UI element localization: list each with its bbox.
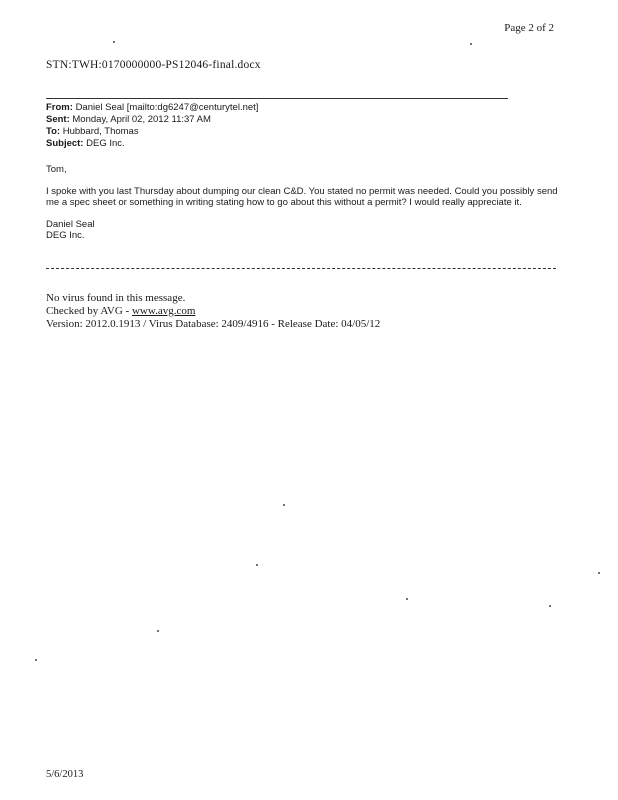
sent-row <box>46 114 258 126</box>
email-header <box>46 102 258 150</box>
avg-link[interactable]: www.avg.com <box>131 305 196 317</box>
scan-speck <box>598 572 600 574</box>
virus-line-3: Version: 2012.0.1913 / Virus Database: 2409/4916 - Release Date: 04/05/12 <box>46 318 381 330</box>
sent-label: Sent: <box>46 114 70 125</box>
scan-speck <box>256 564 258 566</box>
to-label: To: <box>46 126 61 137</box>
email-body <box>46 164 561 242</box>
page-number: Page 2 of 2 <box>504 22 554 34</box>
from-label: From: <box>46 102 73 113</box>
virus-line-2 <box>46 305 380 318</box>
from-row <box>46 102 258 114</box>
signature-company: DEG Inc. <box>46 230 85 241</box>
email-message: I spoke with you last Thursday about dumping our clean C&D. You stated no permit was needed. Could you possibly send me a spec sheet or something in writing stating how to go about this without a permit? I would really appreciate it. <box>46 185 558 208</box>
subject-row <box>46 138 258 150</box>
subject-value: DEG Inc. <box>86 138 125 149</box>
subject-label: Subject: <box>46 138 84 149</box>
document-filename: STN:TWH:0170000000-PS12046-final.docx <box>46 59 261 71</box>
to-row <box>46 126 258 138</box>
virus-line-1: No virus found in this message. <box>46 292 186 304</box>
email-greeting: Tom, <box>46 164 67 175</box>
to-value: Hubbard, Thomas <box>62 126 139 137</box>
scan-speck <box>406 598 408 600</box>
scan-speck <box>157 630 159 632</box>
scan-speck <box>283 504 285 506</box>
header-divider <box>46 98 508 99</box>
virus-notice <box>46 292 380 331</box>
from-value: Daniel Seal [mailto:dg6247@centurytel.net] <box>75 102 259 113</box>
scan-speck <box>470 43 472 45</box>
scan-speck <box>113 41 115 43</box>
scan-speck <box>35 659 37 661</box>
signature-name: Daniel Seal <box>46 218 95 230</box>
scan-speck <box>549 605 551 607</box>
body-divider <box>46 268 556 269</box>
virus-checked-text: Checked by AVG - <box>46 305 132 317</box>
sent-value: Monday, April 02, 2012 11:37 AM <box>72 114 211 125</box>
footer-date: 5/6/2013 <box>46 769 84 780</box>
